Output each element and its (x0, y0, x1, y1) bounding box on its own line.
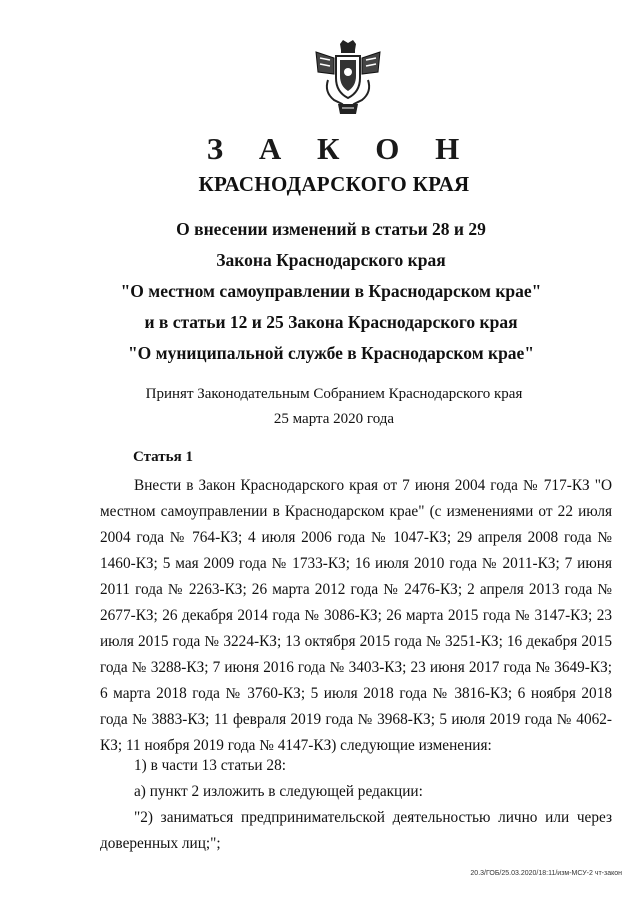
law-name-line: "О местном самоуправлении в Краснодарском крае" (120, 281, 542, 301)
list-item: а) пункт 2 изложить в следующей редакции: (134, 783, 423, 800)
region-subtitle: КРАСНОДАРСКОГО КРАЯ (198, 172, 470, 196)
quoted-amendment: "2) заниматься предпринимательской деятельностью лично или через доверенных лиц;"; (100, 809, 612, 852)
law-name-line: О внесении изменений в статьи 28 и 29 (176, 219, 486, 239)
adoption-note: Принят Законодательным Собранием Краснодарского края (145, 386, 523, 402)
law-title: З А К О Н (206, 131, 474, 166)
article-intro-paragraph: Внести в Закон Краснодарского края от 7 июня 2004 года № 717-КЗ "О местном самоуправлении в Краснодарском крае" (с изменениями от 22 июля 2004 года № 764-КЗ; 4 июля 2006 года № 1047-КЗ; 29 апреля 2008 года № 1460-КЗ; 5 мая 2009 года № 1733-КЗ; 16 июля 2010 года № 2011-КЗ; 7 июня 2011 года № 2263-КЗ; 26 марта 2012 года № 2476-КЗ; 2 апреля 2013 года № 2677-КЗ; 26 декабря 2014 года № 3086-КЗ; 26 марта 2015 года № 3147-КЗ; 23 июля 2015 года № 3224-КЗ; 13 октября 2015 года № 3251-КЗ; 16 декабря 2015 года № 3288-КЗ; 7 июня 2016 года № 3403-КЗ; 23 июня 2017 года № 3649-КЗ; 6 марта 2018 года № 3760-КЗ; 5 июля 2018 года № 3816-КЗ; 6 ноября 2018 года № 3883-КЗ; 11 февраля 2019 года № 3968-КЗ; 5 июля 2019 года № 4062-КЗ; 11 ноября 2019 года № 4147-КЗ) следующие изменения: (100, 477, 612, 754)
document-code: 20.3/ГОБ/25.03.2020/18:11/изм-МСУ-2 чт-закон (470, 870, 622, 877)
article-heading: Статья 1 (133, 449, 193, 465)
law-name-line: и в статьи 12 и 25 Закона Краснодарского края (144, 312, 518, 332)
law-name-line: Закона Краснодарского края (216, 250, 446, 270)
coat-of-arms-icon (312, 38, 384, 118)
list-item: 1) в части 13 статьи 28: (134, 757, 286, 774)
adoption-date: 25 марта 2020 года (273, 411, 395, 427)
law-name-line: "О муниципальной службе в Краснодарском крае" (127, 343, 535, 363)
